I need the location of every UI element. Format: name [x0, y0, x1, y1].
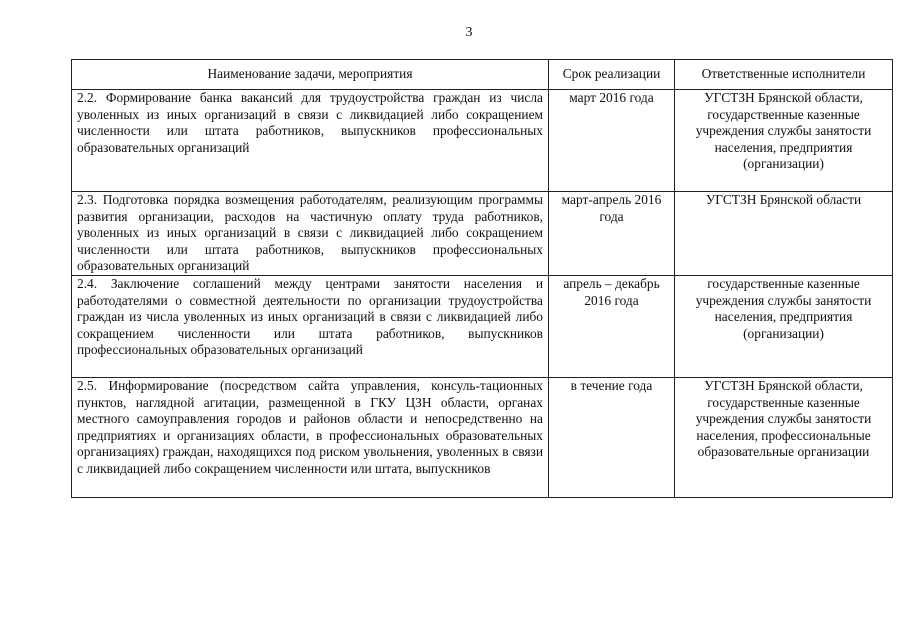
- table-header-row: [72, 60, 893, 90]
- page-number: 3: [465, 25, 473, 40]
- header-executors: Ответственные исполнители: [675, 60, 893, 90]
- term-cell: март-апрель 2016 года: [549, 192, 675, 276]
- measures-table: [71, 59, 893, 498]
- header-task: Наименование задачи, мероприятия: [72, 60, 549, 90]
- header-term: Срок реализации: [549, 60, 675, 90]
- term-cell: апрель – декабрь 2016 года: [549, 276, 675, 378]
- executors-cell: УГСТЗН Брянской области, государственные казенные учреждения службы занятости населения, профессиональные образовательные организации: [675, 378, 893, 498]
- table-row: [72, 378, 893, 498]
- executors-cell: УГСТЗН Брянской области, государственные казенные учреждения службы занятости населения, предприятия (организации): [675, 90, 893, 192]
- task-cell: 2.4. Заключение соглашений между центрами занятости населения и работодателями о совместной деятельности по организации трудоустройства граждан из числа уволенных из иных организаций в связи с ликвидацией либо сокращением численности или штата работников, выпускников профессиональных образовательных организаций: [72, 276, 549, 378]
- executors-cell: государственные казенные учреждения службы занятости населения, предприятия (организации): [675, 276, 893, 378]
- executors-cell: УГСТЗН Брянской области: [675, 192, 893, 276]
- term-cell: в течение года: [549, 378, 675, 498]
- task-cell: 2.5. Информирование (посредством сайта управления, консуль-тационных пунктов, наглядной агитации, размещенной в ГКУ ЦЗН области, органах местного самоуправления городов и районов области и непосредственно на предприятиях и организациях области, в профессиональных образовательных организациях) граждан, находящихся под риском увольнения, уволенных в связи с ликвидацией либо сокращением численности или штата, выпускников: [72, 378, 549, 498]
- task-cell: 2.3. Подготовка порядка возмещения работодателям, реализующим программы развития организации, расходов на частичную оплату труда работников, уволенных из иных организаций в связи с ликвидацией либо сокращением численности или штата работников, выпускников профессиональных образовательных организаций: [72, 192, 549, 276]
- task-cell: 2.2. Формирование банка вакансий для трудоустройства граждан из числа уволенных из иных организаций в связи с ликвидацией либо сокращением численности или штата работников, выпускников профессиональных образовательных организаций: [72, 90, 549, 192]
- table-row: [72, 192, 893, 276]
- table-row: [72, 276, 893, 378]
- term-cell: март 2016 года: [549, 90, 675, 192]
- table-row: [72, 90, 893, 192]
